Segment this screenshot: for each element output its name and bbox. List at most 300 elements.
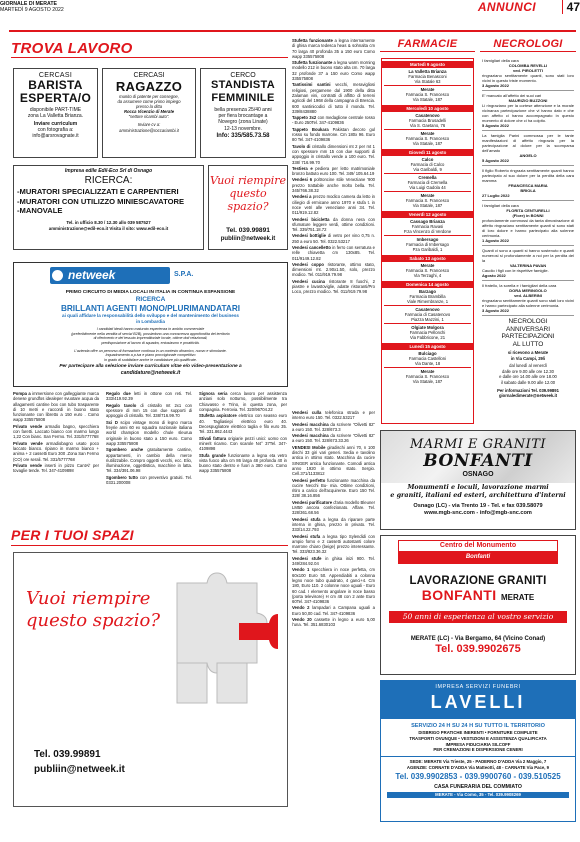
- classified-ad: Signora seria cerca lavoro per assistenza anziani solo notturno, possibilmente tra Chiavasso e Trino, in questa zona, per compagnia. Ferrovia. Tel. 320/96704.22: [199, 391, 287, 412]
- farmacia-address: Via Statale, 187: [412, 203, 443, 208]
- section-rule-2: [11, 545, 288, 546]
- necrologi-list: [482, 58, 574, 426]
- farmacia-town: Barzago: [419, 289, 436, 294]
- netweek-l3: BRILLANTI AGENTI MONO/PLURIMANDATARI: [60, 303, 241, 313]
- classified-ad-lead: Vendesi macchina: [292, 421, 329, 427]
- netweek-l13: Per partecipare alla selezione inviare curriculum vitae e/o video-presentazione a: [59, 364, 242, 370]
- necro-info-box: [482, 318, 574, 399]
- farmacia-town: Merate: [420, 87, 435, 92]
- farmacia-item: [382, 263, 473, 278]
- necro-4-intro: Il figlio Roberto ringrazia sentitamente quanti hanno partecipato al suo dolore per la perdita della cara mamma: [482, 168, 574, 183]
- necro-7-sub: ved. ALBERINI: [514, 293, 542, 298]
- necro-ann-t8: dalle ore 9.00 alle ore 12.30: [502, 368, 554, 374]
- classified-ad-lead: Testiera e: [292, 165, 313, 171]
- netweek-l5: in Lombardia: [136, 318, 165, 324]
- farmacia-separator: [384, 305, 471, 306]
- ad-standista-info: Info: 335/585.73.58: [216, 132, 270, 139]
- farmacia-date: Mercoledì 10 agosto: [382, 105, 473, 112]
- farmacia-name: Farmacia Pellonchi: [409, 330, 446, 335]
- classified-ad-lead: Stufetta funzionante: [292, 60, 333, 66]
- bonfanti1-l2: BONFANTI: [423, 451, 533, 471]
- classifieds-col-a: [13, 391, 99, 526]
- farmacia-town: La Valletta Brianza: [408, 69, 447, 74]
- ad-bonfanti-merate: [380, 535, 576, 675]
- farmacia-item: [382, 325, 473, 340]
- farmacia-item: [382, 87, 473, 102]
- classified-ad-lead: Vendesi culla: [292, 410, 322, 415]
- ad-barista-l4: disponibile PART-TIME: [29, 107, 82, 113]
- classified-ad: Tavolo di cristallo dimensioni mt 2 per mt 1 con spessore mm 15 con due supporti di appoggio in cristallo vende a 100 euro. Tel. 338/ 716.99.70: [292, 143, 375, 165]
- ad-bonfanti-osnago: [380, 430, 576, 530]
- classified-ad: Sgombero tutto con preventivo gratuiti. Tel. 0331.200008: [106, 474, 192, 486]
- ad-vuoi-riempire-large: [13, 552, 288, 807]
- ad-ragazzo-l1: CERCASI: [133, 72, 165, 79]
- classified-ad: Vendesi macchina da scrivere "Olivetti 82" a euro 150. Tel. 328/673.3: [292, 421, 375, 432]
- classifieds-col-c: [199, 391, 287, 526]
- ad-barista-title2: ESPERTA/O: [19, 91, 92, 105]
- ad-standista-l1: CERCO: [230, 72, 256, 79]
- necro-6-intro: Quanti ci sono a quanti si hanno sostenuto e quanti numerosi si profondamente a noi per la perdita del la: [482, 248, 574, 263]
- necro-4-sub: BRIOLA: [520, 188, 536, 193]
- classified-ad: Tappeto Boukara Pakistan decoro gul rosso su fondo marrone. Cm 180x 96. Euro 80 Tel. 347-4109836: [292, 126, 375, 143]
- necro-ann-t1: NECROLOGI: [508, 318, 548, 325]
- necro-separator: [482, 245, 574, 246]
- farmacia-town: Bulciago: [418, 351, 437, 356]
- classified-ad: VENDESI Mobile giradischi anni 70, n 100 dischi 33 giri vari generi. Sedia e tavolino antica in ottimo stato. Macchina da cucire SINGER antica funzionante. Comodi antica anno 1920 in ottimo stato. Sergio. Cell.371/1133812: [292, 444, 375, 477]
- ad-ragazzo-l4: da assumere come primo impiego: [117, 99, 181, 105]
- lavelli-l11: CASA FUNERARIA DEL COMMIATO: [434, 784, 522, 791]
- classified-ad: Privato vende inserti in pizzo CantAl' per tovaglie tende. Tel. 347-4109898: [13, 463, 99, 474]
- farmacia-town: Cremella: [418, 175, 437, 180]
- ad-barista: [13, 68, 98, 158]
- farmacia-town: Casatenovo: [415, 307, 440, 312]
- necro-7-name: DORA MERINGOLO: [509, 288, 547, 293]
- vuoi2-l2: questo spazio?: [26, 610, 161, 631]
- netweek-logo-text: netweek: [68, 268, 116, 282]
- lavelli-l5: TRASPORTI OVUNQUE • VESTIZIONI E ASSISTENZA QUALIFICATA: [409, 735, 547, 741]
- farmacia-name: Farmacia di Calco: [410, 162, 445, 167]
- vuoi2-l1: Vuoi riempire: [26, 588, 151, 609]
- ad-barista-l5: zona La Valletta Brianza.: [27, 113, 84, 119]
- necro-ann-t6: in Via Campi, 29/i: [510, 355, 546, 361]
- classified-ad-lead: Vendesi bicicletta: [292, 216, 330, 222]
- farmacia-date: Venerdì 12 agosto: [382, 211, 473, 218]
- necro-5-intro: I famigliari della cara: [482, 203, 519, 208]
- ad-barista-title: BARISTA: [28, 78, 83, 92]
- ad-barista-l7: con fotografia a:: [37, 127, 74, 133]
- classified-ad: Vendesi 6 poltroncine stile Veneziane '900 prezzo trattabile anche molto bella. Tel. 345/766.38.32: [292, 177, 375, 194]
- classified-ad: Vendesi perfetto funzionante macchina da cucire Necchi Bu- mia. Ottime condizioni, ritiro a carico dell'acquirente. Euro 150 Tel. 328/ 38.16.856: [292, 477, 375, 499]
- ad-edil-l7: amministrazione@edil-eco.it Visita il sito: www.edil-eco.it: [48, 225, 169, 231]
- classified-ad: Vendesi macchina da scrivere "Olivetti 82" a euro 150. Tel. 328/673.33.26: [292, 433, 375, 444]
- farmacia-separator: [384, 173, 471, 174]
- necro-5: [482, 203, 574, 243]
- section-title: ANNUNCI: [477, 0, 536, 14]
- ad-ragazzo: [102, 68, 196, 158]
- header-rule: [9, 30, 576, 32]
- necro-ann-t5: si ricevono a Merate: [507, 350, 549, 355]
- necro-4: [482, 168, 574, 198]
- lavelli-l4: DISBRIGO PRATICHE INERENTI • FORNITURE COMPLETE: [418, 730, 538, 735]
- necro-3: [482, 133, 574, 163]
- classified-ad: Tappeto 3x2 con medaglione centrale rosso - Euro 250Tel. 347-4109836: [292, 115, 375, 126]
- classified-ad-lead: Vendesi purificatore: [292, 499, 333, 505]
- classified-ad-lead: Vendesi stufa: [292, 533, 321, 539]
- lavelli-banner: [381, 681, 575, 719]
- farmacia-item: [382, 237, 473, 252]
- classified-ad-lead: Sgombero tutto: [106, 474, 138, 480]
- farmacia-separator: [384, 367, 471, 368]
- bonfanti1-l5: e graniti, italiani ed esteri, architettura d'interni: [390, 491, 566, 499]
- classified-ad-lead: Vendesi cancelletto: [292, 244, 331, 250]
- farmacia-town: Merate: [420, 131, 435, 136]
- classified-ad: Vendesi stufe in ghisa inizi 900. Tel. 349/284.92.04: [292, 555, 375, 567]
- necro-1: [482, 58, 574, 88]
- necro-6-date: Agosto 2022: [482, 273, 506, 278]
- farmacia-name: Farmacia S. Francesco: [405, 92, 450, 97]
- classified-ad-lead: Vendesi stufa: [292, 516, 321, 522]
- classified-ad: Stufa grande funzionante a legna eta vetro vista fuoco alta cm 86 larga 48 profonda 40 in buono stato dentro e fuori a 380 euro. Como wapp 335575808: [199, 452, 287, 474]
- classifieds-col-d: [292, 38, 375, 408]
- necro-ann-t11: Per informazioni Tel. 039.99891: [497, 387, 559, 393]
- netweek-email: candidature@netweek.it: [120, 370, 181, 377]
- vuoi1-l2: questo: [229, 187, 267, 200]
- vuoi1-mail: publiin@netweek.it: [220, 236, 276, 242]
- farmacia-name: Farmacia S. Francesco: [405, 198, 450, 203]
- farmacia-name: Farmacia di Casatenovo: [404, 312, 451, 317]
- vuoi1-tel: Tel. 039.99891: [226, 227, 270, 234]
- farmacia-date: Sabato 13 agosto: [382, 255, 473, 262]
- classified-ad: Regalo due letti in ottone con reti. Tel. 333/419.92.39: [106, 391, 192, 402]
- farmacia-item: [382, 113, 473, 128]
- necro-5-text: profondamente commossi da tanta dimostrazione di affetto ringraziano sentitamente quanti si sono stati di loro dolore e hanno partecipato alla solenne cerimonia.: [482, 218, 574, 238]
- classified-ad-lead: Vendesi macchina: [292, 433, 329, 439]
- ad-standista-title2: FEMMINILE: [211, 92, 275, 104]
- classified-ad: Vendesi stufa a legna tipo Sylendidi con ampio forno e 2 cassetti autostanti colore marrone chiaro (beige) prezzo interessante. Tel. 333/823.36.32: [292, 533, 375, 555]
- ad-standista-l5: per fiera brocantage a: [218, 113, 268, 120]
- classified-ad-lead: Vendesi bottiglie: [292, 233, 326, 239]
- farmacia-town: Casatenovo: [415, 113, 440, 118]
- farmacia-separator: [384, 129, 471, 130]
- farmacia-name: Farmacia Benasconi: [408, 74, 447, 79]
- netweek-l7: (preferibilmente nella vendita di servizi B2B), possiedono una conoscenza approfondita del territorio: [71, 331, 230, 336]
- lavelli-l6: IMPRESA FIDUCIARIA SILCOFF: [445, 741, 511, 747]
- publication-name: GIORNALE DI MERATE MARTEDÌ 9 AGOSTO 2022: [0, 1, 64, 13]
- necro-ann-t10: il sabato dalle 9.00 alle 12.00: [500, 379, 556, 385]
- necro-3-name: ANGELO: [519, 153, 537, 158]
- classified-ad-lead: Vendesi 6: [292, 177, 313, 183]
- section-rule: [11, 57, 288, 58]
- bonfanti2-tel: Tel. 039.9902675: [435, 643, 521, 655]
- page-header: [0, 0, 580, 18]
- necrologi-header: [480, 38, 576, 52]
- ad-barista-l6: Inviare curriculum: [33, 121, 78, 127]
- necro-ann-t3: PARTECIPAZIONI: [501, 333, 555, 340]
- farmacia-name: Farmacia di Cremella: [407, 180, 448, 185]
- necro-7-date: 3 Agosto 2022: [482, 308, 509, 313]
- ad-standista-l4: bella presenza 25/40 anni: [214, 107, 272, 113]
- vuoi2-tel: Tel. 039.99891: [34, 749, 101, 760]
- necro-1-text: ringraziano sentitamente quanti, sono stati loro vicini in questo triste momento.: [482, 73, 574, 83]
- classified-ad-lead: Tantissimi santini: [292, 82, 331, 88]
- lavelli-l7: PER CREMAZIONI E DISPERSIONE CENERI: [433, 747, 523, 753]
- netweek-l2: RICERCA: [135, 296, 166, 303]
- farmacia-address: Via S. Gaetano, 76: [409, 123, 446, 128]
- farmacia-address: Via Statale, 187: [412, 141, 443, 146]
- classified-ad-lead: Vendesi perfetto: [292, 477, 326, 483]
- farmacia-item: [382, 69, 473, 84]
- bonfanti1-l4: Monumenti e loculi, lavorazione marmi: [407, 483, 549, 491]
- farmacia-address: Via Terzaghi, 4: [413, 273, 442, 278]
- necro-7-intro: Il fratello, la sorella e i famigliari della cara: [482, 283, 557, 288]
- necro-ann-t7: dal lunedì al venerdì: [509, 363, 547, 369]
- netweek-l1: PRIMO CIRCUITO DI MEDIA LOCALI IN ITALIA IN CONTINUA ESPANSIONE: [65, 290, 236, 295]
- lavelli-l3: SERVIZIO 24 H SU 24 H SU TUTTO IL TERRITORIO: [411, 723, 545, 729]
- farmacia-item: [382, 289, 473, 304]
- necro-4-name: FRANCESCA MARIA: [508, 183, 548, 188]
- necro-2-intro: E' mancato all'affetto dei suoi cari: [482, 93, 542, 98]
- netweek-l4: ai quali affidare la responsabilità dello sviluppo e del mantenimento del business: [62, 313, 239, 318]
- lavelli-l12: MERATE - Via Como, 35 - Tel. 039.9908269: [387, 792, 569, 798]
- bonfanti2-logo-box: [398, 540, 558, 564]
- necro-5-date: 1 Agosto 2022: [482, 238, 509, 243]
- puzzle-icon: [169, 563, 281, 713]
- farmacia-name: Farmacia Castelloni: [408, 356, 446, 361]
- classifieds-col-e: [292, 410, 375, 820]
- ad-lavelli: [380, 680, 576, 822]
- section-necrologi: NECROLOGI: [493, 38, 563, 50]
- ad-edil-l6: Tel. in ufficio 8.30 / 12.30 allo 039 587527: [66, 219, 151, 225]
- farmacia-item: [382, 219, 473, 234]
- classified-ad-lead: Vendo 20: [292, 616, 312, 622]
- bonfanti1-l1: MARMI E GRANITI: [409, 437, 547, 452]
- farmacia-item: [382, 351, 473, 366]
- farmacia-address: Pza Garibaldi, 1: [412, 247, 443, 252]
- farmacia-separator: [384, 85, 471, 86]
- netweek-logo: [50, 267, 170, 284]
- ad-edil-l1: Impresa edile Edil-Eco Srl di Osnago: [64, 168, 153, 174]
- farmacie-header: [380, 38, 475, 52]
- classified-ad: Privato vende armadiobagno usato poco laccato bianco. ripiano in marmo bianco + anima + 2 cassetti Euro 300 .Zona San Fermo (CO) ore serali. Tel. 331/5777768: [13, 440, 99, 462]
- bonfanti2-l4: BONFANTI: [421, 587, 497, 603]
- farmacia-item: [382, 131, 473, 146]
- netweek-l9: predisposizione al lavoro di squadra, entusiasmo e proattività.: [101, 340, 200, 345]
- vuoi2-mail: publiin@netweek.it: [34, 764, 125, 775]
- necro-3-intro: La famiglia Parini commossa per le tante manifestazioni di affetto ringrazia per la partecipazione al dolore per la scomparsa dell'amato: [482, 133, 574, 153]
- classified-ad: Vendesi cucina ristorante 8 fuochi, 2 piastre e lavastoviglie, adatte ristoranti/Pro Loco, prezzo modico. Tel. 011/919.79.98: [292, 278, 375, 295]
- ad-ragazzo-title: RAGAZZO: [115, 79, 183, 94]
- classified-ad-lead: Privato vende: [13, 463, 42, 469]
- necro-1-sub: ved. PIROLETTI: [512, 68, 543, 73]
- farmacia-address: Via Garibaldi, 9: [413, 167, 442, 172]
- ad-standista-l7: 12-13 novembre.: [224, 125, 262, 132]
- netweek-spa: S.P.A.: [174, 271, 194, 278]
- classified-ad: Vendo 1 specchiera in noce perfetta, cm 60x100 Euro 50. Appendiabiti a colonna legno noce tubo quadrato, 4 ganci+4. Cm 180, Euro 110. 2 colonne noce uguali - Euro 60 cad. I elemento angolare in noce basso (porta televisore) H cm 48 con 2 ante Euro 60Tel. 347-4109836: [292, 567, 375, 605]
- necro-ann-email: giornaledimerate@netweek.it: [498, 393, 558, 399]
- classified-ad: Vendesi bottiglie di vetro per vino 0,75 n. 250 a euro 50. Tel. 0322.53217: [292, 233, 375, 244]
- bonfanti2-l7: MERATE (LC) - Via Bergamo, 64 (Vicino Conad): [410, 636, 546, 642]
- classified-ad: Vendo 2 lampadari a Campana uguali a Euro 50,00 cad. Tel. 347-4109836: [292, 605, 375, 616]
- farmacia-name: Farmacia Ravasi: [411, 224, 444, 229]
- classified-ad: Vendesi purificatore d'aria modello Bleuner LM50 ancora confezionato. Affare. Tel. 328/361.68.56: [292, 499, 375, 516]
- farmacia-name: Farmacia S. Francesco: [405, 374, 450, 379]
- farmacia-item: [382, 175, 473, 190]
- farmacia-address: Via Statale, 187: [412, 97, 443, 102]
- classified-ad-lead: VENDESI Mobile: [292, 444, 326, 450]
- farmacia-town: Olgiate Molgora: [411, 325, 444, 330]
- classified-ad-lead: Sci D: [106, 419, 118, 425]
- bonfanti1-web: www.mgb-snc.com - info@mgb-snc.com: [424, 510, 532, 516]
- ad-standista-l6: Novegro (zona Linate): [218, 119, 268, 126]
- ad-ragazzo-l6: Rocca Vicenzio di Merate: [123, 109, 175, 115]
- bonfanti2-l1: Centro del Monumento: [439, 542, 517, 549]
- classified-ad-lead: Tappeto 3x2: [292, 115, 317, 121]
- necro-1-date: 3 Agosto 2022: [482, 83, 509, 88]
- classified-ad: Stufetta funzionante a legna warm morning modello 212 in buono stato alta cm. 70 larga 32 profonde 37 a 150 euro Como wapp 335575808: [292, 60, 375, 82]
- bonfanti2-l6: 50 anni di esperienza al vostro servizio: [389, 611, 567, 623]
- necro-separator: [482, 315, 574, 316]
- ad-ragazzo-l8: Inviare cv a:: [137, 122, 161, 128]
- classified-ad-lead: Sgombero anche: [106, 447, 144, 453]
- classified-ad-lead: Tavolo di: [292, 143, 311, 149]
- farmacia-address: P.za Vincenzo di Verdone: [403, 229, 452, 234]
- farmacia-address: Viale Rimembranze, 1: [406, 299, 449, 304]
- classified-ad-lead: Vendo 2: [292, 605, 310, 611]
- necro-3-date: 5 Agosto 2022: [482, 158, 509, 163]
- farmacia-town: Imbersago: [416, 237, 439, 242]
- netweek-l8: di riferimento e del tessuto imprenditoriale locale, ottime doti relazionali,: [93, 336, 208, 341]
- bonfanti1-l3: OSNAGO: [462, 471, 494, 478]
- ad-barista-email: info@arsrovagnate.it: [32, 133, 79, 139]
- ad-edil-l5: -MANOVALE: [17, 206, 63, 215]
- farmacia-town: Cassago Brianza: [410, 219, 445, 224]
- lavelli-l2: LAVELLI: [430, 692, 526, 712]
- classified-ad-lead: Regalo tavolo: [106, 402, 137, 408]
- classified-ad-lead: Signora seria: [199, 391, 228, 396]
- necro-separator: [482, 90, 574, 91]
- classified-ad: Stufetta aspiratore elettrico con seasso euro 40. Tagliasiepi elettrico euro 40. Decespugliatore elettrico taglia e filo euro 35. Tel. 331.862.4443: [199, 413, 287, 435]
- classified-ad: Privato vende armadio bagno, specchiera con faretti. Laccato bianco con marmo lungo 1,22 Con bianc. San Fermo. Tel. 331/5777768: [13, 423, 99, 440]
- ad-ragazzo-email: amministrazione@roccariambi.it: [119, 127, 179, 133]
- classified-ad-lead: Vendesi cucina: [292, 278, 325, 284]
- ad-edil-l2: RICERCA:: [84, 175, 133, 186]
- ad-ragazzo-l5: presso la ditta: [135, 104, 163, 110]
- classified-ad-lead: Pompa a: [13, 391, 31, 396]
- farmacia-address: Via Fabbricone, 21: [409, 335, 446, 340]
- necro-1-name: COLOMBA REVELLI: [508, 63, 548, 68]
- farmacia-date: Lunedì 15 agosto: [382, 343, 473, 350]
- classified-ad: Testiera e pediera per letto matrimoniale bronzo battuto euro 100. Tel. 349/ 105.64.19: [292, 165, 375, 177]
- classified-ad-lead: Privato vende: [13, 440, 43, 446]
- bonfanti1-l6: Osnago (LC) - via Trento 19 - Tel. e fax 039.58079: [413, 503, 543, 509]
- necro-separator: [482, 165, 574, 166]
- farmacia-name: Farmacia S. Francesco: [405, 136, 450, 141]
- bonfanti2-l5: MERATE: [501, 593, 535, 602]
- necro-ann-t2: ANNIVERSARI: [505, 325, 551, 333]
- necro-6: [482, 248, 574, 278]
- farmacia-name: Farmacia Brambilla: [409, 294, 446, 299]
- bonfanti2-l3: LAVORAZIONE GRANITI: [409, 575, 547, 587]
- farmacia-date: Giovedì 11 agosto: [382, 149, 473, 156]
- farmacie-list: [381, 58, 474, 424]
- necro-2-text: Li ringraziano per la cortese attenzione e la morale vicinanza partecipazione che vi hanno dato e che con affetto ci hanno accompagnato in questo momento di dolore che ci ha colpito.: [482, 103, 574, 123]
- classified-ad-lead: Stufetta funzionante: [292, 38, 333, 43]
- necro-2-name: MAURIZIO BUZZONI: [508, 98, 548, 103]
- classified-ad: Tantissimi santini vecchi, meravigliosi religiosi, pergamene dal 1900 della ditta Zalaman vini, contratti di affitto di terreni agricoli del 1968 della campagna di Brescia. 600 santinicodici di tutto il mondo. Tel. 339/8438880: [292, 82, 375, 114]
- classified-ad: Stivali fattura origiarie pezzi unici: uomo con minerit ricamo. Con scarole N4° 37Tel. 347-4109898: [199, 435, 287, 452]
- classified-ad: Stufetta funzionante a legna internamente di ghisa marca tedesca heas & sohnalta cm 70 larga 40 profonda 35 a 150 euro Como wapp 335575808: [292, 38, 375, 59]
- necro-5-sub: (Flore) in BONNI: [512, 213, 544, 218]
- necro-ann-t9: e dalle ore 14.00 alle ore 18.00: [499, 374, 557, 380]
- farmacia-address: Via Statale, 187: [412, 379, 443, 384]
- farmacia-name: Farmacia S. Francesco: [405, 268, 450, 273]
- section-farmacie: FARMACIE: [397, 38, 458, 50]
- necro-separator: [482, 200, 574, 201]
- farmacia-item: [382, 193, 473, 208]
- necro-5-name: FLORITA CENTURELLI: [506, 208, 550, 213]
- bonfanti2-l2: Bonfanti: [399, 551, 557, 563]
- classified-ad-lead: Vendesi a: [292, 194, 312, 200]
- farmacia-item: [382, 307, 473, 322]
- farmacia-item: [382, 157, 473, 172]
- classified-ad: Sgombero anche gratuitamente cantine, appartamenti, in cambio della merce riutilizzabile. Compro oggetti vecchi, ecc. Elio, illuminazione, oggettistica, macchine in latta. Tel. 334/391.06.98: [106, 447, 192, 474]
- farmacia-separator: [384, 191, 471, 192]
- netweek-l11: Inquadramento a p.iva e piano provvigionale competitivo: [105, 353, 196, 358]
- farmacia-address: Via Luigi Gadola 44: [409, 185, 446, 190]
- netweek-l10: L'azienda offre un percorso di formazione continua in un contesto dinamico, nuovo e stimolante.: [74, 348, 227, 353]
- classified-ad: Vendesi cancelletto in ferro con serratura e relle chiavetta cm 130x85. Tel. 011/9149.12.82: [292, 244, 375, 261]
- farmacia-town: Merate: [420, 263, 435, 268]
- classified-ad-lead: Vendesi coppo: [292, 261, 324, 267]
- classified-ad: Vendesi culla telefonica strada e per interno euro 150. Tel. 0322.53217: [292, 410, 375, 421]
- necro-4-date: 27 Luglio 2022: [482, 193, 510, 198]
- classified-ad-lead: Tappeto Boukara: [292, 126, 329, 132]
- classified-ad-lead: Stufetta aspiratore: [199, 413, 237, 419]
- necro-6-name: VALTERINA PAVAN: [509, 263, 547, 268]
- farmacia-address: Via Dante, 18: [414, 361, 441, 366]
- classified-ad: Vendesi stufa a legna da riparare parte interna in ghisa, prezzo in privato. Tel. 333/14.22.793: [292, 516, 375, 533]
- farmacia-town: Calco: [421, 157, 434, 162]
- classified-ad: Regalo tavolo di cristallo mt 2x1 con spessore di mm 15 con due supporti di appoggio di cristallo. Tel. 338/716.99.70: [106, 402, 192, 419]
- classified-ad-lead: Stufa grande: [199, 452, 226, 458]
- necro-7: [482, 283, 574, 313]
- necro-2-date: 5 Agosto 2022: [482, 123, 509, 128]
- classifieds-col-b: [106, 391, 192, 526]
- netweek-logo-icon: [52, 270, 63, 281]
- ad-vuoi-riempire-small: [208, 165, 288, 250]
- necro-1-intro: I famigliari della cara: [482, 58, 519, 63]
- netweek-l12: in grado di soddisfare anche le candidature più qualificate.: [104, 357, 197, 362]
- classified-ad-lead: Stivali fattura: [199, 435, 227, 441]
- netweek-l6: I candidati ideali hanno maturato esperienza in ambito commerciale: [96, 327, 205, 332]
- farmacia-date: Domenica 14 agosto: [382, 281, 473, 288]
- ad-standista: [200, 68, 286, 158]
- farmacia-separator: [384, 323, 471, 324]
- farmacia-town: Merate: [420, 193, 435, 198]
- farmacia-address: Piazza Mazzini, 1: [411, 317, 444, 322]
- page-number: 47: [562, 0, 580, 14]
- ad-netweek: [13, 262, 288, 387]
- classified-ad-lead: Regalo due: [106, 391, 131, 396]
- classified-ad-lead: Vendesi stufe: [292, 555, 322, 561]
- ad-edil-l4: -MURATORI CON UTILIZZO MINIESCAVATORE: [17, 196, 185, 206]
- section-trova-lavoro: TROVA LAVORO: [11, 40, 133, 57]
- vuoi2-headline: [26, 588, 160, 632]
- classified-ad: Pompa a immersione con galleggiante marca denese grundfos idealeper svuotare acqua da allagamenti cantine box con tubo trasparente di 10 metri e raccordi in buono stato funzionante con libretto a 150 euro . Como wapp 335575808: [13, 391, 99, 423]
- ad-edil-eco: [13, 165, 204, 250]
- publication-date: MARTEDÌ 9 AGOSTO 2022: [0, 7, 64, 13]
- farmacia-separator: [384, 235, 471, 236]
